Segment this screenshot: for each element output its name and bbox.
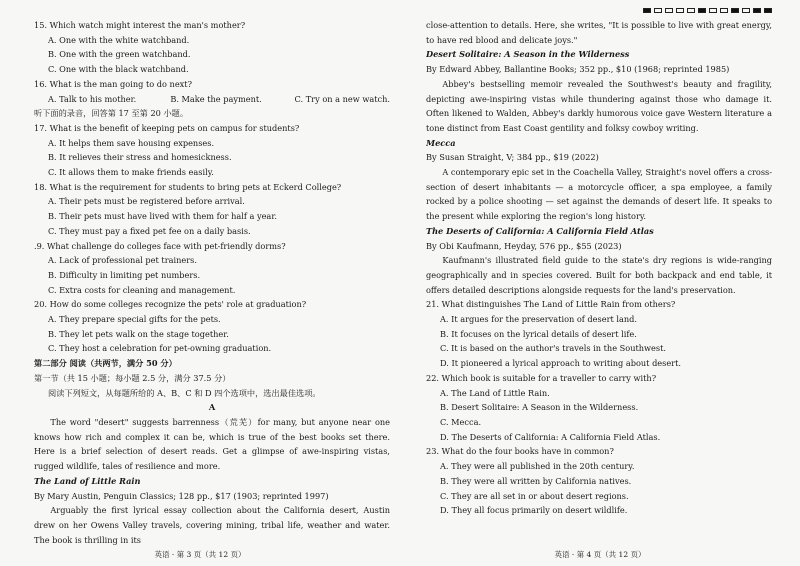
questions-15-16: [34, 18, 390, 92]
question-text: 16. What is the man going to do next?: [34, 78, 192, 89]
question-text: 18. What is the requirement for students to bring pets at Eckerd College?: [34, 181, 342, 192]
book4-info: By Obi Kaufmann, Heyday, 576 pp., $55 (2023): [426, 240, 622, 251]
passage-intro: The word "desert" suggests barrenness（荒芜）for many, but anyone near one knows how rich and complex it can be, which is true of the best books set there. Here is a brief selection of desert reads. Get a glimpse of awe-inspiring vistas, rugged wildlife, tales of resilience and more.: [34, 416, 390, 472]
q16-option-b: B. Make the payment.: [170, 93, 262, 104]
section-heading: 第二部分 阅读（共两节，满分 50 分）: [34, 358, 177, 369]
q23-option-c: C. They are all set in or about desert regions.: [440, 490, 629, 501]
book3-title: Mecca: [426, 137, 456, 148]
mark: [698, 8, 706, 13]
book2-title: Desert Solitaire: A Season in the Wilderness: [426, 49, 630, 60]
page-footer-left: 英语 · 第 3 页（共 12 页）: [154, 550, 246, 559]
q21-option-c: C. It is based on the author's travels in the Southwest.: [440, 343, 666, 354]
question-23: 23. What do the four books have in common?: [426, 446, 614, 457]
mark: [742, 8, 750, 13]
answer-option: A. It helps them save housing expenses.: [48, 137, 215, 148]
mark: [709, 8, 717, 13]
passage-label: A: [208, 402, 216, 413]
page-footer-right: 英语 · 第 4 页（共 12 页）: [554, 550, 646, 559]
page-4: [400, 0, 800, 566]
mark: [643, 8, 651, 13]
q22-option-a: A. The Land of Little Rain.: [440, 387, 550, 398]
question-text: .9. What challenge do colleges face with pet-friendly dorms?: [34, 240, 286, 251]
q22-option-d: D. The Deserts of California: A California Field Atlas.: [440, 431, 661, 442]
book1-title: The Land of Little Rain: [34, 475, 141, 486]
question-text: 听下面的录音，回答第 17 至第 20 小题。: [34, 108, 189, 119]
answer-option: B. Their pets must have lived with them for half a year.: [48, 211, 277, 222]
question-text: 20. How do some colleges recognize the pets' role at graduation?: [34, 299, 307, 310]
registration-marks: [643, 8, 772, 13]
questions-17-20: [34, 106, 390, 356]
q23-option-d: D. They all focus primarily on desert wildlife.: [440, 505, 628, 516]
mark: [731, 8, 739, 13]
mark: [764, 8, 772, 13]
mark: [676, 8, 684, 13]
answer-option: A. Lack of professional pet trainers.: [48, 255, 197, 266]
book2-info: By Edward Abbey, Ballantine Books; 352 pp., $10 (1968; reprinted 1985): [426, 64, 730, 75]
answer-option: C. They must pay a fixed pet fee on a daily basis.: [48, 225, 251, 236]
mark: [665, 8, 673, 13]
mark: [720, 8, 728, 13]
book1-desc: Arguably the first lyrical essay collection about the California desert, Austin drew on her Owens Valley travels, covering mining, tribal life, weather and water. The book is thrilling in its: [34, 505, 390, 545]
answer-option: A. One with the white watchband.: [48, 34, 190, 45]
book4-title: The Deserts of California: A California Field Atlas: [426, 225, 654, 236]
q23-option-b: B. They were all written by California natives.: [440, 475, 632, 486]
subsection-heading: 第一节（共 15 小题；每小题 2.5 分，满分 37.5 分）: [34, 372, 231, 383]
answer-option: C. One with the black watchband.: [48, 64, 189, 75]
question-22: 22. Which book is suitable for a traveller to carry with?: [426, 372, 657, 383]
q21-option-b: B. It focuses on the lyrical details of desert life.: [440, 328, 637, 339]
book4-desc: Kaufmann's illustrated field guide to the state's dry regions is wide-ranging geographically and in species covered. Built for both backpack and end table, it offers detailed descriptions alongside requests for the land's preservation.: [426, 255, 772, 295]
answer-option: B. One with the green watchband.: [48, 49, 191, 60]
q23-option-a: A. They were all published in the 20th century.: [440, 461, 635, 472]
mark: [753, 8, 761, 13]
q16-option-a: A. Talk to his mother.: [48, 93, 137, 104]
q21-option-a: A. It argues for the preservation of desert land.: [440, 314, 637, 325]
question-text: 15. Which watch might interest the man's mother?: [34, 20, 246, 30]
book3-info: By Susan Straight, V; 384 pp., $19 (2022): [426, 152, 599, 163]
q21-option-d: D. It pioneered a lyrical approach to writing about desert.: [440, 358, 682, 369]
book1-info: By Mary Austin, Penguin Classics; 128 pp., $17 (1903; reprinted 1997): [34, 490, 329, 501]
book1-desc-cont: close-attention to details. Here, she writes, "It is possible to live with great energy, to have red blood and delicate joys.": [426, 20, 772, 45]
answer-option: A. Their pets must be registered before arrival.: [48, 196, 245, 207]
q16-options: [34, 92, 390, 107]
book3-desc: A contemporary epic set in the Coachella Valley, Straight's novel offers a cross-section of desert inhabitants — a motorcycle officer, a spa employee, a family rocked by a police shooting — set against the demands of desert life. It speaks to the present while exploring the region's long history.: [426, 167, 772, 222]
answer-option: C. Extra costs for cleaning and management.: [48, 284, 236, 295]
mark: [654, 8, 662, 13]
answer-option: A. They prepare special gifts for the pets.: [48, 314, 221, 325]
q22-option-b: B. Desert Solitaire: A Season in the Wilderness.: [440, 402, 639, 413]
q22-option-c: C. Mecca.: [440, 416, 482, 427]
answer-option: B. They let pets walk on the stage together.: [48, 328, 229, 339]
book2-desc: Abbey's bestselling memoir revealed the Southwest's beauty and fragility, depicting awe-inspiring vistas while thundering against those who damage it. Often likened to Walden, Abbey's darkly humorous voice gave Western literature a tone distinct from East Coast gentility and folksy cowboy writing.: [426, 78, 772, 133]
answer-option: C. They host a celebration for pet-owning graduation.: [48, 343, 272, 354]
mark: [687, 8, 695, 13]
question-21: 21. What distinguishes The Land of Little Rain from others?: [426, 299, 676, 310]
question-text: 17. What is the benefit of keeping pets on campus for students?: [34, 122, 300, 133]
answer-option: B. Difficulty in limiting pet numbers.: [48, 269, 201, 280]
answer-option: C. It allows them to make friends easily.: [48, 167, 214, 178]
q16-option-c: C. Try on a new watch.: [294, 93, 390, 104]
instruction-text: 阅读下列短文，从每题所给的 A、B、C 和 D 四个选项中，选出最佳选项。: [48, 387, 321, 398]
answer-option: B. It relieves their stress and homesickness.: [48, 152, 232, 163]
